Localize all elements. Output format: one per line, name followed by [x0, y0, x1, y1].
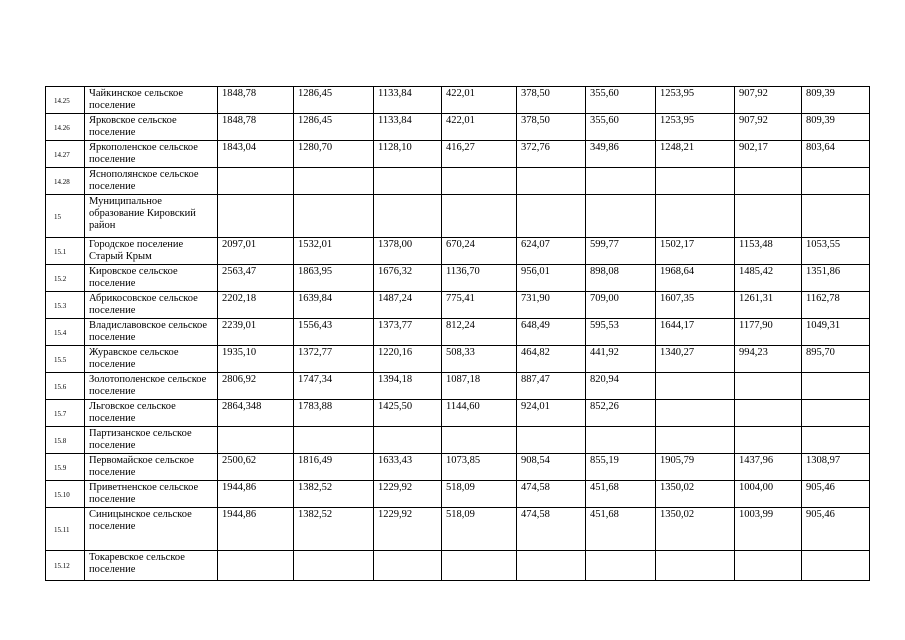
- value-cell: 855,19: [586, 454, 656, 481]
- value-cell: 956,01: [517, 265, 586, 292]
- table-row: [46, 454, 870, 481]
- settlement-name: Ярковское сельское поселение: [85, 114, 218, 141]
- table-row: [46, 400, 870, 427]
- value-cell: 820,94: [586, 373, 656, 400]
- value-cell: 1248,21: [656, 141, 735, 168]
- value-cell: 1340,27: [656, 346, 735, 373]
- value-cell: 1003,99: [735, 508, 802, 551]
- table-body: [46, 87, 870, 581]
- settlement-name: Яснополянское сельское поселение: [85, 168, 218, 195]
- value-cell: 1968,64: [656, 265, 735, 292]
- row-number: 15.3: [46, 292, 85, 319]
- value-cell: 1843,04: [218, 141, 294, 168]
- value-cell: [656, 427, 735, 454]
- value-cell: 1136,70: [442, 265, 517, 292]
- value-cell: 464,82: [517, 346, 586, 373]
- value-cell: [735, 551, 802, 581]
- value-cell: 441,92: [586, 346, 656, 373]
- row-number: 15.7: [46, 400, 85, 427]
- value-cell: 1747,34: [294, 373, 374, 400]
- table-row: [46, 114, 870, 141]
- value-cell: [517, 195, 586, 238]
- value-cell: 1935,10: [218, 346, 294, 373]
- value-cell: 1816,49: [294, 454, 374, 481]
- settlement-name: Первомайское сельское поселение: [85, 454, 218, 481]
- row-number: 15.1: [46, 238, 85, 265]
- table-row: [46, 265, 870, 292]
- row-number: 15.4: [46, 319, 85, 346]
- value-cell: [218, 551, 294, 581]
- value-cell: 1229,92: [374, 481, 442, 508]
- value-cell: 1502,17: [656, 238, 735, 265]
- settlement-name: Чайкинское сельское поселение: [85, 87, 218, 114]
- value-cell: 422,01: [442, 114, 517, 141]
- value-cell: [374, 551, 442, 581]
- table-row: [46, 346, 870, 373]
- value-cell: 1382,52: [294, 508, 374, 551]
- value-cell: [656, 551, 735, 581]
- value-cell: [442, 427, 517, 454]
- value-cell: [586, 195, 656, 238]
- value-cell: 474,58: [517, 508, 586, 551]
- value-cell: 518,09: [442, 508, 517, 551]
- value-cell: [442, 195, 517, 238]
- table-row: [46, 373, 870, 400]
- value-cell: 648,49: [517, 319, 586, 346]
- value-cell: 1944,86: [218, 508, 294, 551]
- value-cell: 595,53: [586, 319, 656, 346]
- value-cell: 1308,97: [802, 454, 870, 481]
- settlement-name: Муниципальное образование Кировский район: [85, 195, 218, 238]
- value-cell: 1373,77: [374, 319, 442, 346]
- value-cell: 349,86: [586, 141, 656, 168]
- value-cell: 416,27: [442, 141, 517, 168]
- settlement-name: Токаревское сельское поселение: [85, 551, 218, 581]
- value-cell: 887,47: [517, 373, 586, 400]
- row-number: 15.5: [46, 346, 85, 373]
- value-cell: 1177,90: [735, 319, 802, 346]
- value-cell: [802, 551, 870, 581]
- value-cell: 372,76: [517, 141, 586, 168]
- value-cell: 1676,32: [374, 265, 442, 292]
- value-cell: [735, 168, 802, 195]
- value-cell: 905,46: [802, 481, 870, 508]
- value-cell: 670,24: [442, 238, 517, 265]
- value-cell: 1133,84: [374, 87, 442, 114]
- settlement-name: Партизанское сельское поселение: [85, 427, 218, 454]
- value-cell: 1133,84: [374, 114, 442, 141]
- settlement-name: Журавское сельское поселение: [85, 346, 218, 373]
- table-row: [46, 168, 870, 195]
- value-cell: 1128,10: [374, 141, 442, 168]
- value-cell: 624,07: [517, 238, 586, 265]
- value-cell: 1532,01: [294, 238, 374, 265]
- table-row: [46, 292, 870, 319]
- row-number: 14.25: [46, 87, 85, 114]
- value-cell: [517, 551, 586, 581]
- value-cell: 1220,16: [374, 346, 442, 373]
- value-cell: 731,90: [517, 292, 586, 319]
- table-row: [46, 427, 870, 454]
- value-cell: [294, 168, 374, 195]
- value-cell: 907,92: [735, 114, 802, 141]
- row-number: 14.28: [46, 168, 85, 195]
- settlement-name: Золотополенское сельское поселение: [85, 373, 218, 400]
- value-cell: [802, 168, 870, 195]
- value-cell: 1153,48: [735, 238, 802, 265]
- value-cell: 1485,42: [735, 265, 802, 292]
- value-cell: 2563,47: [218, 265, 294, 292]
- value-cell: [294, 195, 374, 238]
- value-cell: 1607,35: [656, 292, 735, 319]
- value-cell: [218, 195, 294, 238]
- value-cell: 902,17: [735, 141, 802, 168]
- value-cell: [517, 168, 586, 195]
- value-cell: 451,68: [586, 508, 656, 551]
- value-cell: 599,77: [586, 238, 656, 265]
- value-cell: [656, 373, 735, 400]
- value-cell: 508,33: [442, 346, 517, 373]
- value-cell: 1394,18: [374, 373, 442, 400]
- settlement-name: Городское поселение Старый Крым: [85, 238, 218, 265]
- value-cell: 1639,84: [294, 292, 374, 319]
- table-row: [46, 238, 870, 265]
- value-cell: 1848,78: [218, 87, 294, 114]
- value-cell: 809,39: [802, 87, 870, 114]
- value-cell: 2806,92: [218, 373, 294, 400]
- value-cell: [442, 551, 517, 581]
- table-row: [46, 481, 870, 508]
- settlement-name: Приветненское сельское поселение: [85, 481, 218, 508]
- table-row: [46, 195, 870, 238]
- settlement-name: Кировское сельское поселение: [85, 265, 218, 292]
- value-cell: 1004,00: [735, 481, 802, 508]
- value-cell: [586, 427, 656, 454]
- value-cell: [735, 373, 802, 400]
- value-cell: 709,00: [586, 292, 656, 319]
- value-cell: 1253,95: [656, 87, 735, 114]
- value-cell: [218, 427, 294, 454]
- table-row: [46, 87, 870, 114]
- row-number: 15.2: [46, 265, 85, 292]
- table-row: [46, 551, 870, 581]
- settlement-name: Абрикосовское сельское поселение: [85, 292, 218, 319]
- value-cell: 907,92: [735, 87, 802, 114]
- value-cell: 355,60: [586, 87, 656, 114]
- settlement-name: Синицынское сельское поселение: [85, 508, 218, 551]
- row-number: 15.6: [46, 373, 85, 400]
- value-cell: 474,58: [517, 481, 586, 508]
- value-cell: [802, 427, 870, 454]
- value-cell: 1633,43: [374, 454, 442, 481]
- value-cell: [735, 427, 802, 454]
- tariff-table: [45, 86, 870, 581]
- value-cell: 852,26: [586, 400, 656, 427]
- value-cell: 1382,52: [294, 481, 374, 508]
- value-cell: [802, 373, 870, 400]
- row-number: 15: [46, 195, 85, 238]
- value-cell: [802, 195, 870, 238]
- value-cell: 1863,95: [294, 265, 374, 292]
- row-number: 15.8: [46, 427, 85, 454]
- value-cell: 2239,01: [218, 319, 294, 346]
- value-cell: [802, 400, 870, 427]
- value-cell: 2864,348: [218, 400, 294, 427]
- value-cell: [656, 168, 735, 195]
- value-cell: 1437,96: [735, 454, 802, 481]
- value-cell: 1372,77: [294, 346, 374, 373]
- value-cell: 1644,17: [656, 319, 735, 346]
- value-cell: 1378,00: [374, 238, 442, 265]
- settlement-name: Владиславовское сельское поселение: [85, 319, 218, 346]
- value-cell: 994,23: [735, 346, 802, 373]
- value-cell: 378,50: [517, 87, 586, 114]
- value-cell: [374, 195, 442, 238]
- value-cell: 1286,45: [294, 114, 374, 141]
- value-cell: 1351,86: [802, 265, 870, 292]
- value-cell: 1144,60: [442, 400, 517, 427]
- value-cell: 2097,01: [218, 238, 294, 265]
- value-cell: 1556,43: [294, 319, 374, 346]
- value-cell: 924,01: [517, 400, 586, 427]
- value-cell: 1783,88: [294, 400, 374, 427]
- value-cell: 803,64: [802, 141, 870, 168]
- table-row: [46, 141, 870, 168]
- row-number: 14.27: [46, 141, 85, 168]
- value-cell: [735, 400, 802, 427]
- value-cell: 1350,02: [656, 481, 735, 508]
- value-cell: 378,50: [517, 114, 586, 141]
- value-cell: [656, 400, 735, 427]
- settlement-name: Яркополенское сельское поселение: [85, 141, 218, 168]
- value-cell: [517, 427, 586, 454]
- value-cell: 775,41: [442, 292, 517, 319]
- value-cell: 812,24: [442, 319, 517, 346]
- table-row: [46, 508, 870, 551]
- value-cell: 1487,24: [374, 292, 442, 319]
- row-number: 15.10: [46, 481, 85, 508]
- value-cell: [374, 427, 442, 454]
- value-cell: 1261,31: [735, 292, 802, 319]
- value-cell: 895,70: [802, 346, 870, 373]
- value-cell: 451,68: [586, 481, 656, 508]
- value-cell: 422,01: [442, 87, 517, 114]
- value-cell: [586, 551, 656, 581]
- value-cell: [218, 168, 294, 195]
- value-cell: 1049,31: [802, 319, 870, 346]
- table-row: [46, 319, 870, 346]
- value-cell: [442, 168, 517, 195]
- value-cell: 809,39: [802, 114, 870, 141]
- value-cell: 1280,70: [294, 141, 374, 168]
- value-cell: 1053,55: [802, 238, 870, 265]
- row-number: 15.12: [46, 551, 85, 581]
- value-cell: 1848,78: [218, 114, 294, 141]
- value-cell: 518,09: [442, 481, 517, 508]
- value-cell: 1944,86: [218, 481, 294, 508]
- value-cell: 1350,02: [656, 508, 735, 551]
- value-cell: 2500,62: [218, 454, 294, 481]
- row-number: 15.9: [46, 454, 85, 481]
- row-number: 14.26: [46, 114, 85, 141]
- value-cell: 1905,79: [656, 454, 735, 481]
- value-cell: 1286,45: [294, 87, 374, 114]
- value-cell: 1087,18: [442, 373, 517, 400]
- value-cell: [586, 168, 656, 195]
- value-cell: 1162,78: [802, 292, 870, 319]
- value-cell: [656, 195, 735, 238]
- value-cell: 905,46: [802, 508, 870, 551]
- value-cell: 898,08: [586, 265, 656, 292]
- value-cell: 1229,92: [374, 508, 442, 551]
- value-cell: [294, 427, 374, 454]
- settlement-name: Льговское сельское поселение: [85, 400, 218, 427]
- value-cell: 2202,18: [218, 292, 294, 319]
- value-cell: 1253,95: [656, 114, 735, 141]
- value-cell: [735, 195, 802, 238]
- value-cell: 355,60: [586, 114, 656, 141]
- value-cell: 908,54: [517, 454, 586, 481]
- value-cell: [294, 551, 374, 581]
- value-cell: 1425,50: [374, 400, 442, 427]
- value-cell: 1073,85: [442, 454, 517, 481]
- row-number: 15.11: [46, 508, 85, 551]
- value-cell: [374, 168, 442, 195]
